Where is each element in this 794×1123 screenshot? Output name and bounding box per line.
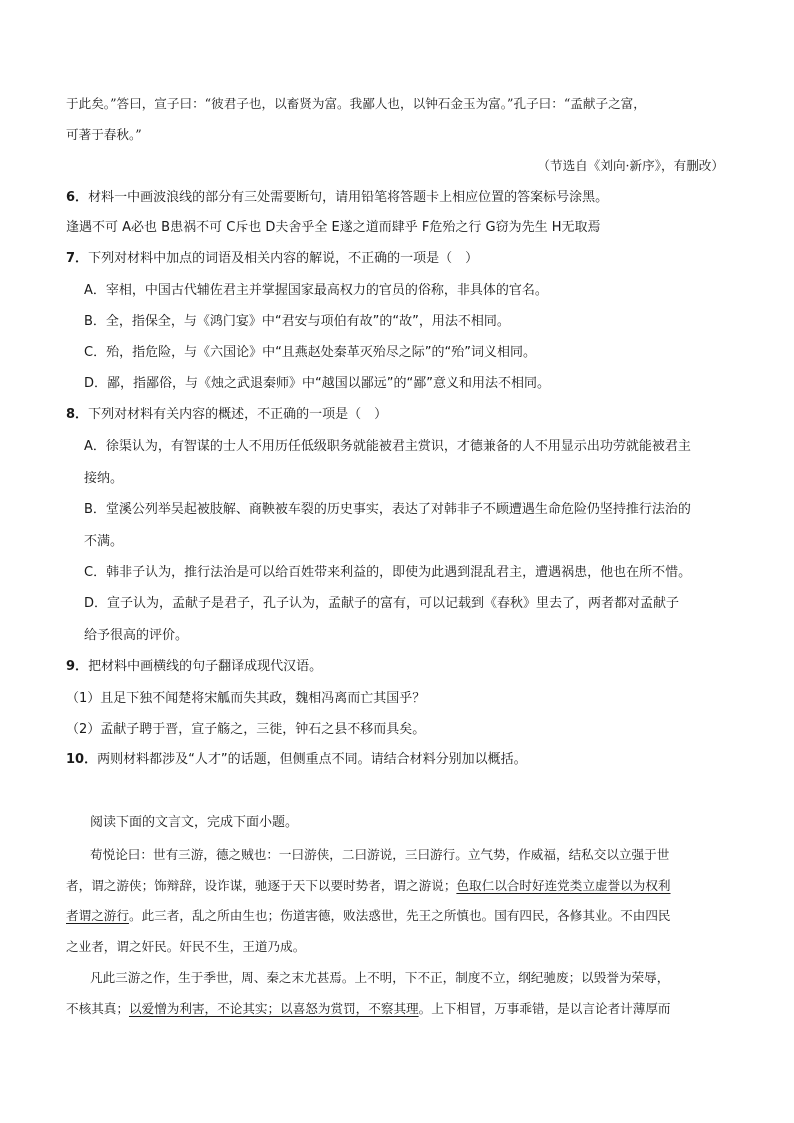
passage2-wavy-underline-2: 者谓之游行 [66, 908, 129, 923]
question-7-text: 下列对材料中加点的词语及相关内容的解说，不正确的一项是（ ） [88, 251, 479, 266]
question-8: 8．下列对材料有关内容的概述，不正确的一项是（ ） [66, 407, 388, 422]
question-6: 6．材料一中画波浪线的部分有三处需要断句，请用铅笔将答题卡上相应位置的答案标号涂黑。 [66, 190, 609, 205]
question-9: 9．把材料中画横线的句子翻译成现代汉语。 [66, 659, 323, 674]
question-7-option-a: A．宰相，中国古代辅佐君主并掌握国家最高权力的官员的俗称，非具体的官名。 [84, 283, 548, 298]
question-9-text: 把材料中画横线的句子翻译成现代汉语。 [88, 659, 323, 674]
question-6-number: 6 [66, 190, 76, 205]
passage1-line1: 于此矣。”答曰，宣子曰：“彼君子也，以畜贤为富。我鄙人也，以钟石金玉为富。”孔子曰：“孟献子之富， [66, 96, 646, 111]
passage2-straight-underline: 以爱憎为利害，不论其实；以喜怒为赏罚，不察其理 [128, 1001, 419, 1016]
passage2-line6 [66, 1000, 671, 1018]
passage2-line2-text: 者，谓之游侠；饰辩辞，设诈谋，驰逐于天下以要时势者，谓之游说； [66, 878, 457, 893]
question-7: 7．下列对材料中加点的词语及相关内容的解说，不正确的一项是（ ） [66, 251, 479, 266]
passage1-source: （节选自《刘向·新序》，有删改） [537, 158, 724, 173]
passage2-line6-text-a: 不核其真； [66, 1001, 129, 1016]
question-7-option-c: C．殆，指危险，与《六国论》中“且燕赵处秦革灭殆尽之际”的“殆”词义相同。 [84, 345, 537, 360]
question-10-number: 10 [66, 752, 85, 767]
question-8-option-b-line2: 不满。 [84, 534, 124, 549]
passage2-line1: 荀悦论曰：世有三游，德之贼也：一曰游侠，二曰游说，三曰游行。立气势，作威福，结私交以立强于世 [90, 847, 670, 862]
passage1-line2: 可著于春秋。” [66, 127, 142, 142]
passage2-wavy-underline-1: 色取仁以合时好连党类立虚誉以为权利 [456, 878, 671, 893]
passage2-line5: 凡此三游之作，生于季世，周、秦之末尤甚焉。上不明，下不正，制度不立，纲纪驰废；以毁誉为荣辱， [90, 970, 670, 985]
passage2-intro: 阅读下面的文言文，完成下面小题。 [90, 815, 299, 830]
passage2-line4: 之业者，谓之奸民。奸民不生，王道乃成。 [66, 939, 306, 954]
question-10-text: 两则材料都涉及“人才”的话题，但侧重点不同。请结合材料分别加以概括。 [97, 752, 527, 767]
question-9-number: 9 [66, 659, 76, 674]
question-8-option-a-line1: A．徐渠认为，有智谋的士人不用历任低级职务就能被君主赏识，才德兼备的人不用显示出功劳就能被君主 [84, 439, 691, 454]
question-8-option-b-line1: B．堂溪公列举吴起被肢解、商鞅被车裂的历史事实，表达了对韩非子不顾遭遇生命危险仍坚持推行法治的 [84, 502, 691, 517]
question-9-sentence-1: （1）且足下独不闻楚将宋觚而失其政，魏相冯离而亡其国乎？ [66, 691, 426, 706]
question-8-option-c: C．韩非子认为，推行法治是可以给百姓带来利益的，即使为此遇到混乱君主，遭遇祸患，他也在所不惜。 [84, 565, 692, 580]
passage2-line3-text: 。此三者，乱之所由生也；伤道害德，败法惑世，先王之所慎也。国有四民，各修其业。不由四民 [128, 908, 671, 923]
question-8-text: 下列对材料有关内容的概述，不正确的一项是（ ） [88, 407, 388, 422]
question-8-option-d-line2: 给予很高的评价。 [84, 628, 189, 643]
question-8-option-d-line1: D．宣子认为，孟献子是君子，孔子认为，孟献子的富有，可以记载到《春秋》里去了，两者都对孟献子 [84, 596, 680, 611]
question-8-number: 8 [66, 407, 76, 422]
question-6-text: 材料一中画波浪线的部分有三处需要断句，请用铅笔将答题卡上相应位置的答案标号涂黑。 [88, 190, 609, 205]
question-8-option-a-line2: 接纳。 [84, 471, 124, 486]
question-7-number: 7 [66, 251, 76, 266]
question-7-option-b: B．全，指保全，与《鸿门宴》中“君安与项伯有故”的“故”，用法不相同。 [84, 314, 510, 329]
question-10: 10．两则材料都涉及“人才”的话题，但侧重点不同。请结合材料分别加以概括。 [66, 752, 527, 767]
question-7-option-d: D．鄙，指鄙俗，与《烛之武退秦师》中“越国以鄙远”的“鄙”意义和用法不相同。 [84, 376, 550, 391]
question-9-sentence-2: （2）孟献子聘于晋，宣子觞之，三徙，钟石之县不移而具矣。 [66, 722, 426, 737]
question-6-options: 逢遇不可 A必也 B患祸不可 C斥也 D夫舍乎全 E遂之道而肆乎 F危殆之行 G窃为先生 H无取焉 [66, 220, 601, 235]
passage2-line2 [66, 877, 671, 895]
passage2-line3 [66, 907, 671, 925]
passage2-line6-text-c: 。上下相冒，万事乖错，是以言论者计薄厚而 [418, 1001, 671, 1016]
